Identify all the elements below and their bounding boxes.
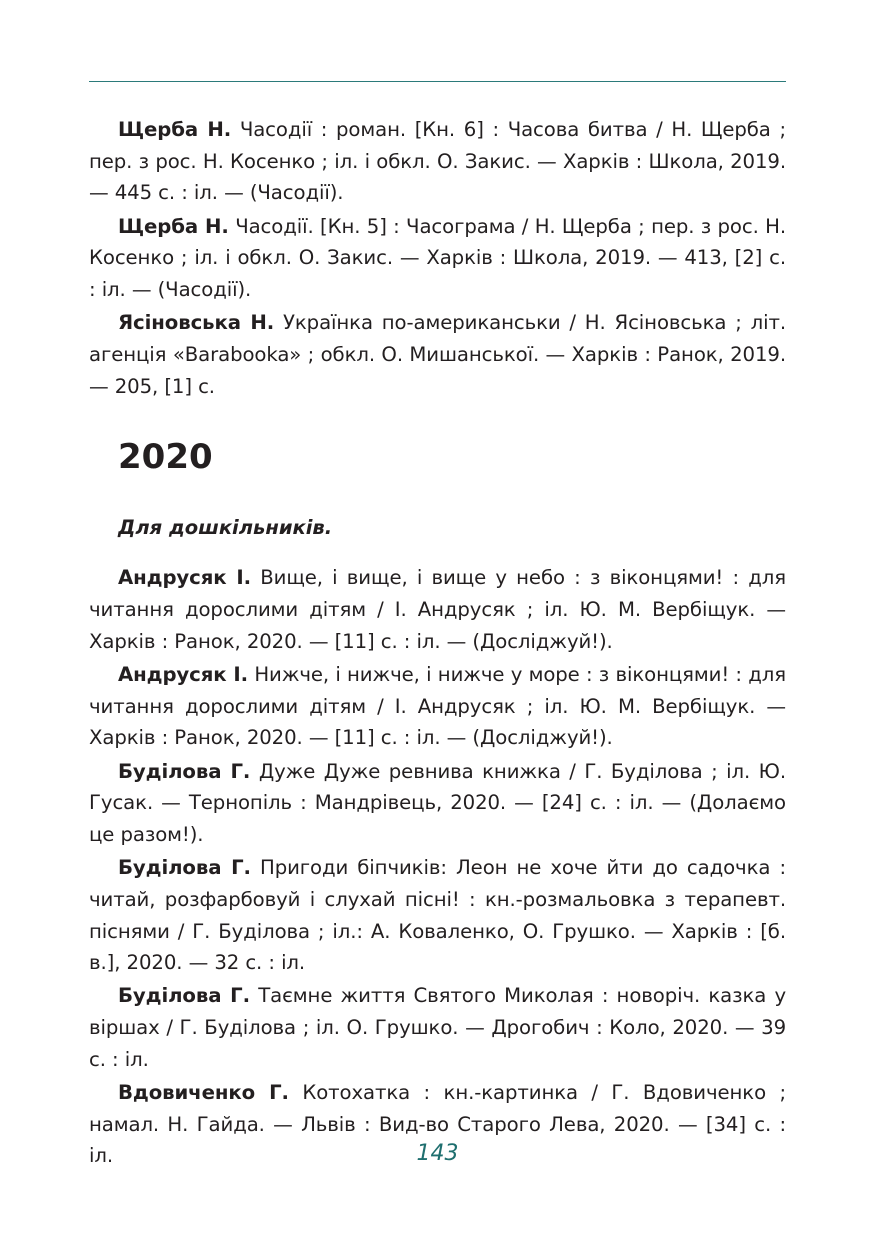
entry-text: Котохатка : кн.-картинка / Г. Вдовиченко ; намал. Н. Гайда. — Львів : Вид-во Старого Лева, 2020. — [34] с. : іл.	[89, 1081, 786, 1168]
entry-author: Буділова Г.	[118, 856, 251, 880]
bibliography-entry	[89, 562, 786, 657]
bibliography-entry	[89, 114, 786, 209]
section-subheading: Для дошкільників.	[118, 516, 333, 540]
entry-text: Українка по-американськи / Н. Ясіновська ; літ. агенція «Barabooka» ; обкл. О. Мишанської. — Харків : Ранок, 2019. — 205, [1] с.	[89, 311, 786, 398]
bibliography-entry	[89, 756, 786, 851]
entry-author: Буділова Г.	[118, 984, 250, 1008]
entry-author: Вдовиченко Г.	[118, 1081, 289, 1105]
entry-author: Щерба Н.	[118, 118, 232, 141]
entry-text: Таємне життя Святого Миколая : новоріч. казка у віршах / Г. Буділова ; іл. О. Грушко. — Дрогобич : Коло, 2020. — 39 с. : іл.	[89, 984, 786, 1071]
page-content	[89, 114, 786, 1174]
bibliography-entry	[89, 659, 786, 754]
entry-text: Нижче, і нижче, і нижче у море : з віконцями! : для читання дорослими дітям / І. Андрусяк ; іл. Ю. М. Вербіщук. — Харків : Ранок, 2020. — [11] с. : іл. — (Досліджуй!).	[89, 662, 786, 750]
entry-text: Пригоди біпчиків: Леон не хоче йти до садочка : читай, розфарбовуй і слухай пісні! : кн.-розмальовка з терапевт. піснями / Г. Буділова ; іл.: А. Коваленко, О. Грушко. — Харків : [б. в.], 2020. — 32 с. : іл.	[89, 856, 786, 975]
bibliography-entry	[89, 852, 786, 979]
entry-text: Часодії : роман. [Кн. 6] : Часова битва / Н. Щерба ; пер. з рос. Н. Косенко ; іл. і обкл. О. Закис. — Харків : Школа, 2019. — 445 с. : іл. — (Часодії).	[89, 118, 786, 205]
page-number: 143	[416, 1141, 459, 1166]
entry-author: Щерба Н.	[118, 214, 229, 238]
entry-text: Часодії. [Кн. 5] : Часограма / Н. Щерба ; пер. з рос. Н. Косенко ; іл. і обкл. О. Закис. — Харків : Школа, 2019. — 413, [2] с. : іл. — (Часодії).	[89, 214, 786, 302]
entry-author: Ясіновська Н.	[118, 311, 275, 335]
bibliography-entry	[89, 307, 786, 402]
bibliography-entry	[89, 211, 786, 306]
header-rule	[89, 81, 786, 82]
bibliography-entry	[89, 980, 786, 1075]
entry-text: Дуже Дуже ревнива книжка / Г. Буділова ; іл. Ю. Гусак. — Тернопіль : Мандрівець, 2020. — [24] с. : іл. — (Долаємо це разом!).	[89, 759, 786, 846]
entry-text: Вище, і вище, і вище у небо : з віконцями! : для читання дорослими дітям / І. Андрусяк ; іл. Ю. М. Вербіщук. — Харків : Ранок, 2020. — [11] с. : іл. — (Досліджуй!).	[89, 566, 786, 653]
entry-author: Андрусяк І.	[118, 662, 249, 686]
year-heading: 2020	[118, 437, 213, 478]
entry-author: Буділова Г.	[118, 759, 251, 783]
entry-author: Андрусяк І.	[118, 566, 251, 590]
